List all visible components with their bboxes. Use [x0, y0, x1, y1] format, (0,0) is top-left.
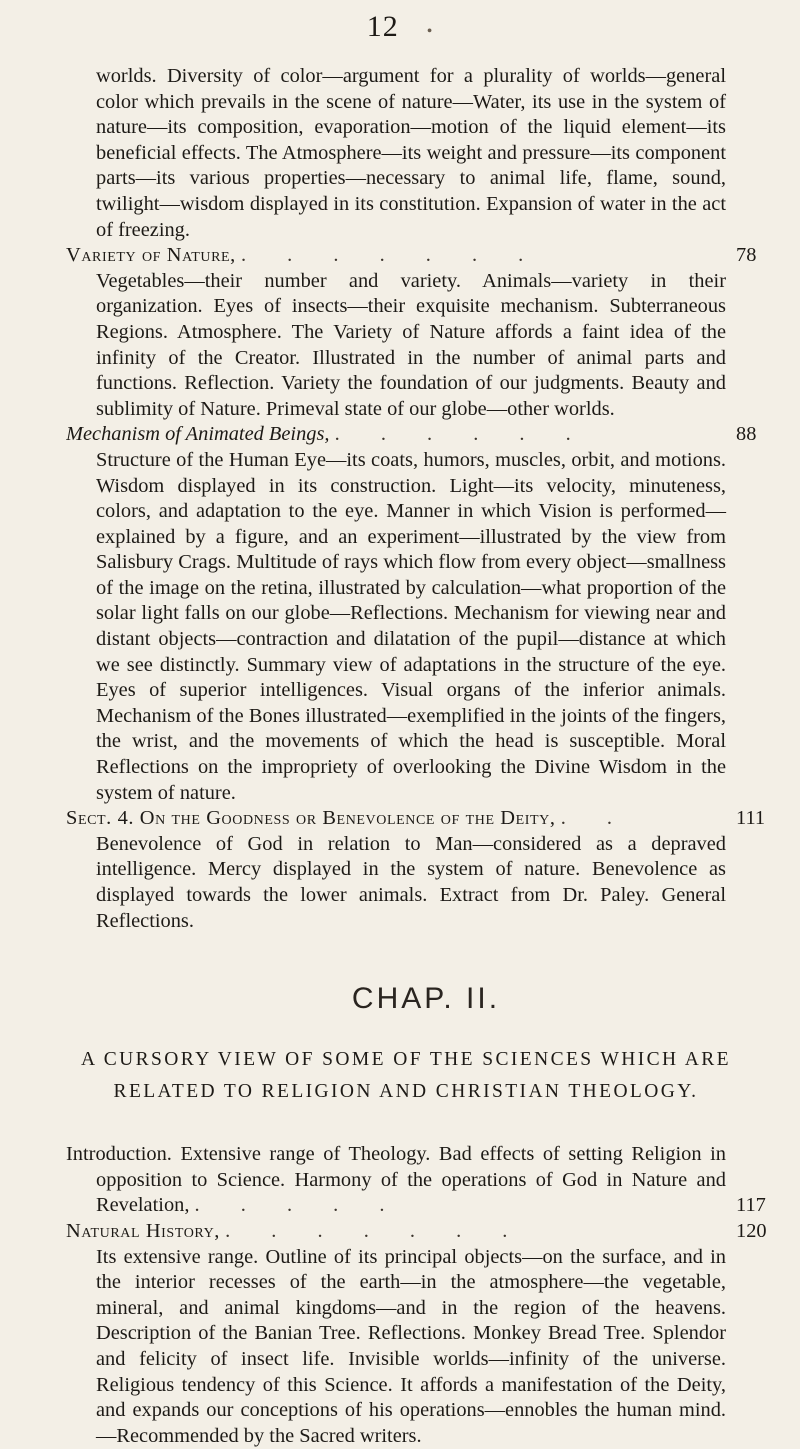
toc-entry-body: Benevolence of God in relation to Man—considered as a depraved intelligence. Mercy displayed in the system of nature. Benevolence as displayed towards the lower animals. Extract from Dr. Paley. General Reflections.	[96, 832, 726, 932]
leader-dots: . . . . . . .	[240, 244, 542, 267]
toc-entry-goodness	[66, 806, 786, 934]
toc-entry-body: Structure of the Human Eye—its coats, humors, muscles, orbit, and motions. Wisdom displayed in its construction. Light—its velocity, minuteness, colors, and adaptation to the eye. Manner in which Vision is performed—explained by a figure, and an experiment—illustrated by the view from Salisbury Crags. Multitude of rays which flow from every object—smallness of the image on the retina, illustrated by calculation—what proportion of the solar light falls on our globe—Reflections. Mechanism for viewing near and distant objects—contraction and dilatation of the pupil—distance at which we see distinctly. Summary view of adaptations in the structure of the eye. Eyes of superior intelligences. Visual organs of the inferior animals. Mechanism of the Bones illustrated—exemplified in the joints of the fingers, the wrist, and the movements of which the head is susceptible. Moral Reflections on the impropriety of overlooking the Divine Wisdom in the system of nature.	[96, 448, 726, 804]
toc-entry-body: Its extensive range. Outline of its principal objects—on the surface, and in the interior recesses of the earth—in the atmosphere—the vegetable, mineral, and animal kingdoms—and in the region of the heavens. Description of the Banian Tree. Reflections. Monkey Bread Tree. Splendor and felicity of insect life. Invisible worlds—infinity of the universe. Religious tendency of this Science. It affords a manifestation of the Deity, and expands our conceptions of his operations—ennobles the human mind.—Recommended by the Sacred writers.	[96, 1245, 726, 1447]
page-number	[0, 10, 800, 44]
leader-dots: . . . . . .	[334, 423, 589, 446]
chapter-title: CHAP. II.	[351, 982, 501, 1016]
leader-dots: . .	[560, 807, 630, 830]
toc-entry-page: 117	[736, 1194, 766, 1217]
toc-entry-heading: Variety of Nature,	[66, 244, 236, 267]
toc-entry-heading: Natural History,	[66, 1219, 220, 1242]
toc-entry-page: 111	[736, 807, 766, 830]
toc-entry-mechanism	[66, 422, 786, 806]
toc-entry-variety-of-nature	[66, 243, 786, 422]
page-number-value: 12	[366, 10, 399, 43]
chapter-subtitle-line-2: RELATED TO RELIGION AND CHRISTIAN THEOLOGY.	[113, 1081, 699, 1103]
chapter-subtitle	[26, 1044, 786, 1108]
toc-entry-body: Vegetables—their number and variety. Animals—variety in their organization. Eyes of insects—their exquisite mechanism. Subterraneous Regions. Atmosphere. The Variety of Nature affords a faint idea of the infinity of the Creator. Illustrated in the number of animal parts and functions. Reflection. Variety the foundation of our judgments. Beauty and sublimity of Nature. Primeval state of our globe—other worlds.	[96, 269, 726, 420]
toc-entry-page: 120	[736, 1219, 767, 1242]
toc-entry-page: 78	[736, 244, 757, 267]
ornament-dot: •	[426, 23, 434, 40]
toc-entry-heading: Sect. 4. On the Goodness or Benevolence of the Deity,	[66, 807, 556, 830]
toc-entry-heading: Introduction. Extensive range of Theology. Bad effects of setting Religion in opposition to Science. Harmony of the operations of God in Nature and Revelation,	[66, 1143, 726, 1217]
chapter-subtitle-line-1: A CURSORY VIEW OF SOME OF THE SCIENCES WHICH ARE	[81, 1049, 731, 1071]
toc-entry-natural-history	[66, 1219, 786, 1449]
toc-entry-introduction	[66, 1142, 786, 1219]
table-of-contents	[66, 64, 786, 1449]
leader-dots: . . . . . . .	[225, 1219, 526, 1242]
leader-dots: . . . . .	[194, 1194, 403, 1217]
toc-continuation	[66, 64, 786, 243]
toc-entry-heading: Mechanism of Animated Beings,	[66, 423, 330, 446]
toc-continuation-text: worlds. Diversity of color—argument for a plurality of worlds—general color which prevails in the scene of nature—Water, its use in the system of nature—its composition, evaporation—motion of the liquid element—its beneficial effects. The Atmosphere—its weight and pressure—its component parts—its various properties—necessary to animal life, flame, sound, twilight—wisdom displayed in its constitution. Expansion of water in the act of freezing.	[96, 65, 726, 241]
toc-entry-page: 88	[736, 423, 757, 446]
